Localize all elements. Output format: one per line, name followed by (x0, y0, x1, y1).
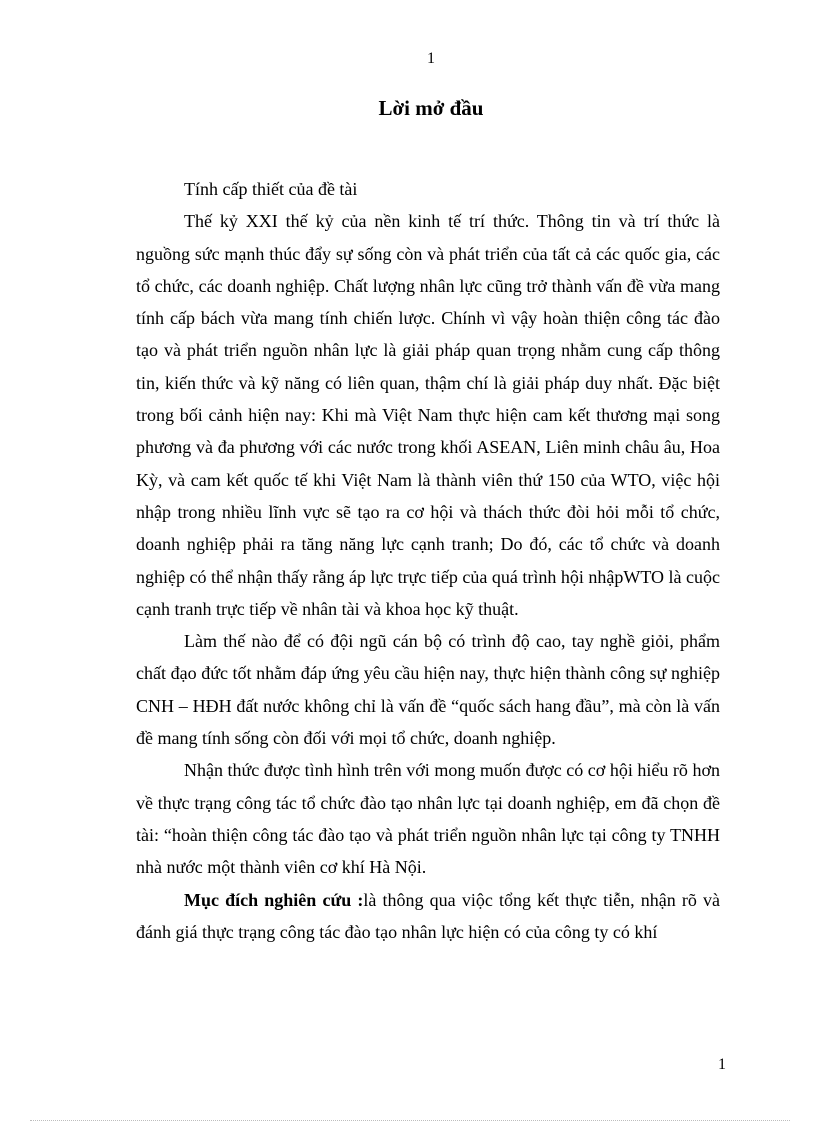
research-purpose-label: Mục đích nghiên cứu : (184, 889, 364, 910)
page-number-top: 1 (427, 50, 435, 67)
paragraph-question: Làm thế nào để có đội ngũ cán bộ có trình độ cao, tay nghề giỏi, phẩm chất đạo đức tốt nhằm đáp ứng yêu cầu hiện nay, thực hiện thành công sự nghiệp CNH – HĐH đất nước không chỉ là vấn đề “quốc sách hang đầu”, mà còn là vấn đề mang tính sống còn đối với mọi tổ chức, doanh nghiệp. (136, 631, 720, 749)
page-number-bottom: 1 (718, 1056, 726, 1073)
page-title: Lời mở đầu (378, 96, 484, 120)
paragraph-research-purpose (136, 884, 720, 949)
paragraph-context: Thế kỷ XXI thế kỷ của nền kinh tế trí thức. Thông tin và trí thức là nguồng sức mạnh thúc đẩy sự sống còn và phát triển của tất cả các quốc gia, các tổ chức, các doanh nghiệp. Chất lượng nhân lực cũng trở thành vấn đề vừa mang tính cấp bách vừa mang tính chiến lược. Chính vì vậy hoàn thiện công tác đào tạo và phát triển nguồn nhân lực là giải pháp quan trọng nhằm cung cấp thông tin, kiến thức và kỹ năng có liên quan, thậm chí là giải pháp duy nhất. Đặc biệt trong bối cảnh hiện nay: Khi mà Việt Nam thực hiện cam kết thương mại song phương và đa phương với các nước trong khối ASEAN, Liên minh châu âu, Hoa Kỳ, và cam kết quốc tế khi Việt Nam là thành viên thứ 150 của WTO, việc hội nhập trong nhiều lĩnh vực sẽ tạo ra cơ hội và thách thức đòi hỏi mỗi tổ chức, doanh nghiệp phải ra tăng năng lực cạnh tranh; Do đó, các tổ chức và doanh nghiệp có thể nhận thấy rằng áp lực trực tiếp của quá trình hội nhậpWTO là cuộc cạnh tranh trực tiếp về nhân tài và khoa học kỹ thuật. (136, 211, 720, 619)
page-divider (30, 1120, 790, 1121)
section-heading: Tính cấp thiết của đề tài (184, 179, 358, 199)
research-purpose-text: là thông qua viộc tổng kết thực tiễn, nhận rõ và đánh giá thực trạng công tác đào tạo nhân lực hiện có của công ty có khí (136, 889, 721, 942)
body-text (136, 173, 720, 948)
paragraph-topic-choice: Nhận thức được tình hình trên với mong muốn được có cơ hội hiểu rõ hơn về thực trạng công tác tổ chức đào tạo nhân lực tại doanh nghiệp, em đã chọn đề tài: “hoàn thiện công tác đào tạo và phát triển nguồn nhân lực tại công ty TNHH nhà nước một thành viên cơ khí Hà Nội. (136, 760, 720, 878)
